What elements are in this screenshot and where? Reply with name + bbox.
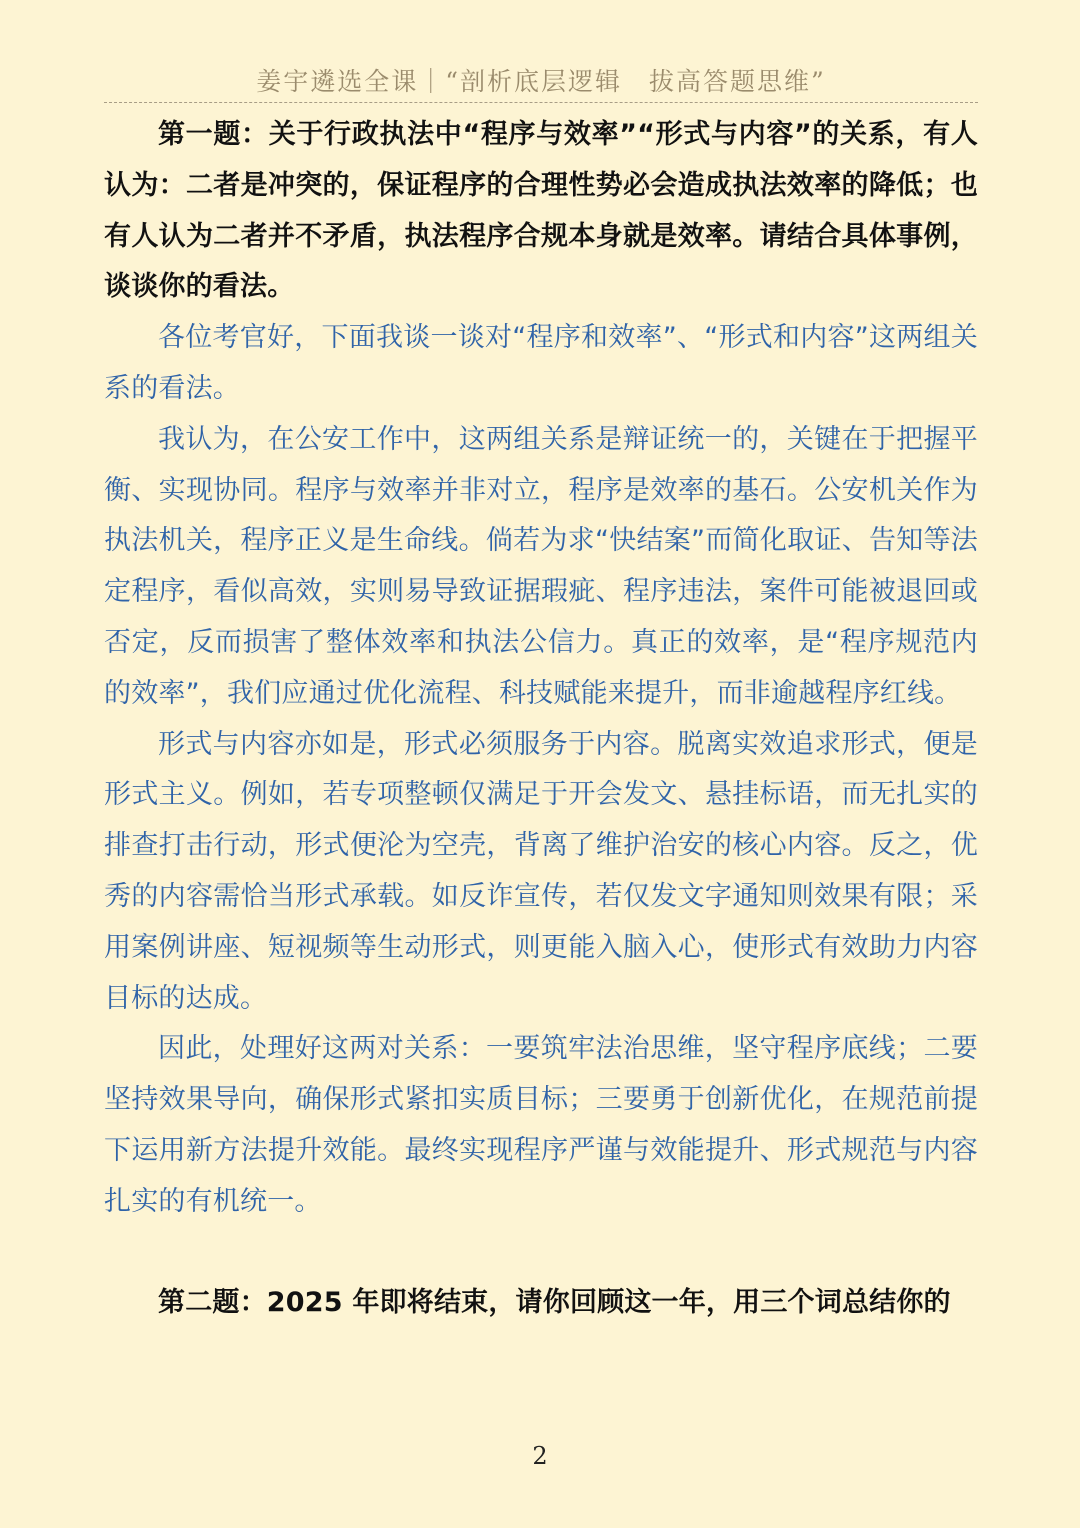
document-body — [104, 110, 978, 1328]
answer-paragraph-4: 因此，处理好这两对关系：一要筑牢法治思维，坚守程序底线；二要坚持效果导向，确保形式紧扣实质目标；三要勇于创新优化，在规范前提下运用新方法提升效能。最终实现程序严谨与效能提升、形式规范与内容扎实的有机统一。 — [104, 1033, 978, 1217]
page-number: 2 — [532, 1442, 548, 1470]
question-1: 第一题：关于行政执法中“程序与效率”“形式与内容”的关系，有人认为：二者是冲突的，保证程序的合理性势必会造成执法效率的降低；也有人认为二者并不矛盾，执法程序合规本身就是效率。请结合具体事例，谈谈你的看法。 — [104, 119, 978, 303]
header-divider — [104, 102, 978, 103]
running-header: 姜宇遴选全课｜“剖析底层逻辑 拔高答题思维” — [256, 67, 826, 96]
answer-paragraph-3: 形式与内容亦如是，形式必须服务于内容。脱离实效追求形式，便是形式主义。例如，若专项整顿仅满足于开会发文、悬挂标语，而无扎实的排查打击行动，形式便沦为空壳，背离了维护治安的核心内容。反之，优秀的内容需恰当形式承载。如反诈宣传，若仅发文字通知则效果有限；采用案例讲座、短视频等生动形式，则更能入脑入心，使形式有效助力内容目标的达成。 — [104, 728, 978, 1014]
question-2: 第二题：2025 年即将结束，请你回顾这一年，用三个词总结你的 — [158, 1286, 951, 1318]
answer-paragraph-2: 我认为，在公安工作中，这两组关系是辩证统一的，关键在于把握平衡、实现协同。程序与效率并非对立，程序是效率的基石。公安机关作为执法机关，程序正义是生命线。倘若为求“快结案”而简化取证、告知等法定程序，看似高效，实则易导致证据瑕疵、程序违法，案件可能被退回或否定，反而损害了整体效率和执法公信力。真正的效率，是“程序规范内的效率”，我们应通过优化流程、科技赋能来提升，而非逾越程序红线。 — [104, 423, 978, 709]
answer-paragraph-1: 各位考官好，下面我谈一谈对“程序和效率”、“形式和内容”这两组关系的看法。 — [104, 322, 978, 404]
